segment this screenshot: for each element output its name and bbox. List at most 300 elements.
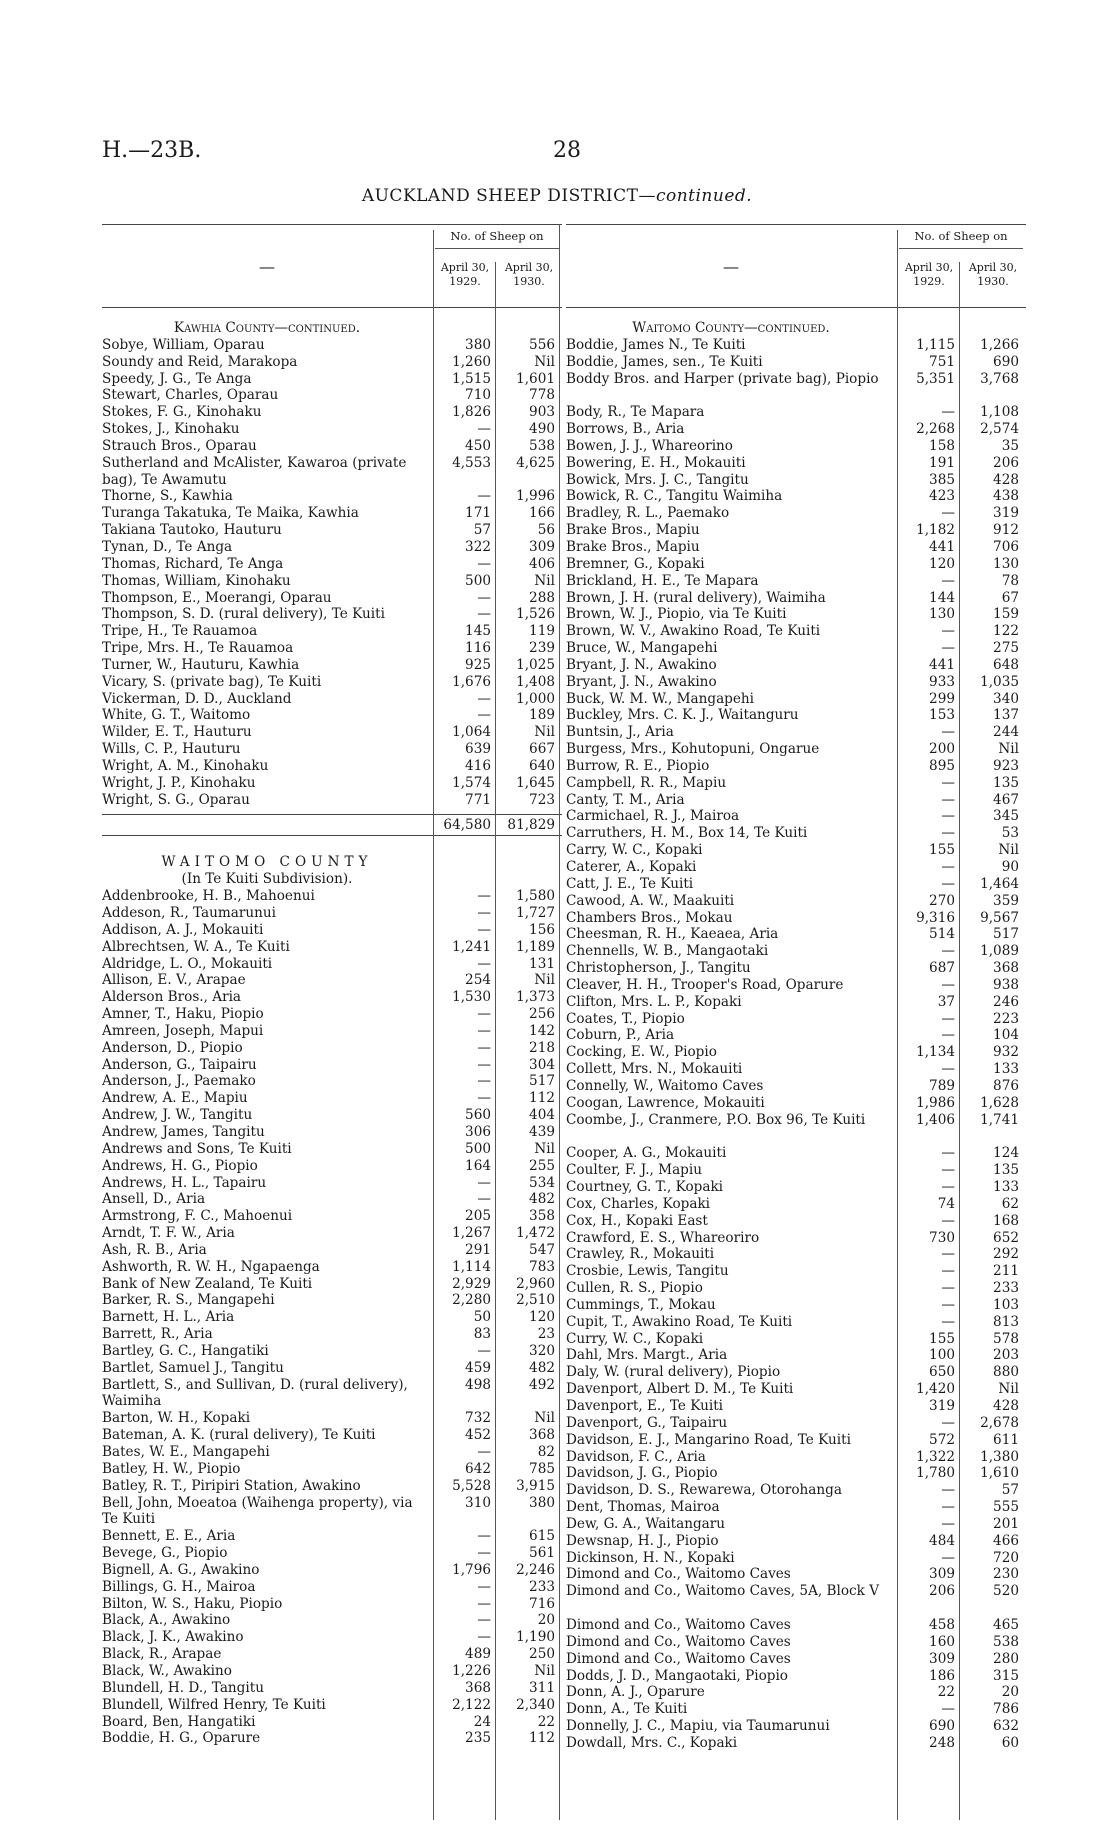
holder-name: Cooper, A. G., Mokauiti — [566, 1145, 727, 1162]
sheep-1930: 368 — [993, 960, 1019, 977]
sheep-1930: 1,025 — [516, 656, 555, 673]
table-row — [102, 573, 562, 590]
holder-name: Bruce, W., Mangapehi — [566, 640, 718, 657]
sheep-1929: — — [941, 808, 955, 825]
holder-name: Addenbrooke, H. B., Mahoenui — [102, 888, 315, 905]
sheep-1929: 459 — [465, 1359, 491, 1376]
holder-name: Bevege, G., Piopio — [102, 1545, 228, 1562]
sheep-count-group-header: No. of Sheep on — [435, 229, 559, 249]
holder-name: Black, W., Awakino — [102, 1662, 232, 1679]
sheep-1929: 186 — [929, 1667, 955, 1684]
sheep-1930: 1,000 — [516, 690, 555, 707]
table-row — [566, 522, 1026, 539]
sheep-1930: 1,472 — [516, 1225, 555, 1242]
holder-name: Boddy Bros. and Harper (private bag), Piopio — [566, 370, 879, 387]
sheep-1930: 82 — [537, 1444, 555, 1460]
sheep-1929: — — [941, 1179, 955, 1196]
table-row — [566, 371, 1026, 405]
sheep-1929: 120 — [929, 555, 955, 572]
spacer — [102, 840, 562, 854]
col-1929-header: April 30, 1929. — [440, 261, 490, 288]
table-row — [566, 1449, 1026, 1466]
holder-name: Arndt, T. F. W., Aria — [102, 1225, 235, 1242]
holder-name: Cheesman, R. H., Kaeaea, Aria — [566, 926, 779, 943]
holder-name: Turner, W., Hauturu, Kawhia — [102, 656, 300, 673]
sheep-1929: — — [477, 1006, 491, 1023]
sheep-1929: — — [477, 421, 491, 438]
table-row — [102, 758, 562, 775]
holder-name: Donn, A. J., Oparure — [566, 1684, 705, 1701]
holder-name: Alderson Bros., Aria — [102, 989, 242, 1006]
holder-name: Thompson, S. D. (rural delivery), Te Kuiti — [102, 606, 385, 623]
sheep-1929: — — [477, 1545, 491, 1562]
sheep-1929: — — [941, 1061, 955, 1078]
holder-name: Bowick, R. C., Tangitu Waimiha — [566, 488, 783, 505]
table-row — [102, 1023, 562, 1040]
table-row — [566, 556, 1026, 573]
sheep-1929: 206 — [929, 1583, 955, 1600]
sheep-1930: 20 — [537, 1612, 555, 1629]
table-row — [566, 1280, 1026, 1297]
sheep-1929: — — [477, 1528, 491, 1545]
sheep-1930: 233 — [529, 1578, 555, 1595]
holder-name: Anderson, D., Piopio — [102, 1039, 243, 1056]
holder-name: Dimond and Co., Waitomo Caves — [566, 1616, 791, 1633]
table-row — [566, 893, 1026, 910]
table-row — [102, 1629, 562, 1646]
holder-name: Wills, C. P., Hauturu — [102, 741, 241, 758]
section-heading — [566, 320, 1026, 337]
holder-name: Bowering, E. H., Mokauiti — [566, 454, 746, 471]
table-row — [566, 1617, 1026, 1634]
holder-name: Brown, W. J., Piopio, via Te Kuiti — [566, 606, 787, 623]
table-row — [102, 1292, 562, 1309]
sheep-1929: 732 — [465, 1410, 491, 1427]
sheep-1929: 306 — [465, 1123, 491, 1140]
sheep-1930: 555 — [993, 1499, 1019, 1516]
holder-name: Brake Bros., Mapiu — [566, 538, 700, 555]
sheep-1930: 20 — [1001, 1684, 1019, 1701]
table-row — [102, 1545, 562, 1562]
table-row — [102, 1714, 562, 1731]
table-row — [566, 994, 1026, 1011]
holder-name: Connelly, W., Waitomo Caves — [566, 1077, 764, 1094]
sheep-1930: 1,035 — [980, 673, 1019, 690]
holder-name: Andrew, James, Tangitu — [102, 1123, 265, 1140]
holder-name: Collett, Mrs. N., Mokauiti — [566, 1061, 743, 1078]
holder-name: Campbell, R. R., Mapiu — [566, 774, 727, 791]
holder-name: Barton, W. H., Kopaki — [102, 1410, 251, 1427]
sheep-1930: 517 — [529, 1073, 555, 1090]
table-row — [566, 1347, 1026, 1364]
sheep-1929: 933 — [929, 673, 955, 690]
table-row — [566, 674, 1026, 691]
table-row — [566, 640, 1026, 657]
table-row — [566, 573, 1026, 590]
table-row — [566, 455, 1026, 472]
sheep-1930: 22 — [537, 1713, 555, 1730]
page-number: 28 — [553, 138, 581, 163]
sheep-1929: 74 — [937, 1195, 955, 1212]
holder-name: Bennett, E. E., Aria — [102, 1528, 236, 1545]
sheep-1930: 359 — [993, 892, 1019, 909]
holder-name: Bryant, J. N., Awakino — [566, 656, 717, 673]
sheep-1929: 2,122 — [452, 1696, 491, 1713]
table-row — [566, 876, 1026, 893]
holder-name: Vickerman, D. D., Auckland — [102, 690, 292, 707]
table-row — [566, 859, 1026, 876]
table-row — [566, 1432, 1026, 1449]
holder-name: Batley, H. W., Piopio — [102, 1460, 241, 1477]
table-row — [102, 1259, 562, 1276]
sheep-1929: 1,115 — [916, 336, 955, 353]
sheep-1930: 492 — [529, 1376, 555, 1393]
sheep-1930: 652 — [993, 1229, 1019, 1246]
sheep-1929: — — [941, 859, 955, 875]
sheep-1929: — — [941, 1263, 955, 1280]
column-rule — [433, 230, 434, 1820]
sheep-1930: 309 — [529, 538, 555, 555]
sheep-1930: 876 — [993, 1077, 1019, 1094]
sheep-1930: 1,996 — [516, 488, 555, 505]
sheep-1930: 124 — [993, 1145, 1019, 1162]
holder-name: Courtney, G. T., Kopaki — [566, 1179, 724, 1196]
holder-name: Chennells, W. B., Mangaotaki — [566, 943, 769, 960]
sheep-1929: 560 — [465, 1107, 491, 1124]
holder-name: Ansell, D., Aria — [102, 1191, 206, 1208]
sheep-1930: 465 — [993, 1616, 1019, 1633]
sheep-1929: — — [941, 1010, 955, 1027]
table-row — [566, 977, 1026, 994]
holder-name: Stokes, J., Kinohaku — [102, 421, 240, 438]
holder-name: Black, A., Awakino — [102, 1612, 231, 1629]
table-row — [102, 775, 562, 792]
sheep-1929: 130 — [929, 606, 955, 623]
sheep-1930: 104 — [993, 1027, 1019, 1044]
sheep-1929: 155 — [929, 842, 955, 859]
sheep-1929: — — [941, 976, 955, 993]
sheep-1929: 1,260 — [452, 353, 491, 370]
sheep-1930: 112 — [529, 1090, 555, 1107]
table-row — [102, 1730, 562, 1747]
sheep-1929: — — [477, 1191, 491, 1208]
sheep-1929: 500 — [465, 1140, 491, 1157]
sheep-1929: 1,676 — [452, 673, 491, 690]
holder-name: Ash, R. B., Aria — [102, 1241, 207, 1258]
sheep-1930: 1,601 — [516, 370, 555, 387]
table-row — [566, 1499, 1026, 1516]
sheep-1929: — — [477, 1174, 491, 1191]
sheep-1930: 223 — [993, 1010, 1019, 1027]
table-row — [566, 1364, 1026, 1381]
holder-name: Dew, G. A., Waitangaru — [566, 1515, 726, 1532]
table-row — [102, 1006, 562, 1023]
table-row — [566, 337, 1026, 354]
holder-name: Coulter, F. J., Mapiu — [566, 1162, 702, 1179]
sheep-1929: 5,351 — [916, 370, 955, 387]
table-row — [566, 741, 1026, 758]
table-row — [102, 539, 562, 556]
table-row — [566, 724, 1026, 741]
sheep-1930: 2,340 — [516, 1696, 555, 1713]
holder-name: Amreen, Joseph, Mapui — [102, 1022, 264, 1039]
table-row — [102, 1124, 562, 1141]
sheep-1929: — — [941, 1701, 955, 1718]
table-row — [102, 1478, 562, 1495]
sheep-1929: — — [477, 1022, 491, 1039]
sheep-1929: 5,528 — [452, 1477, 491, 1494]
table-row — [566, 590, 1026, 607]
sheep-1929: 450 — [465, 437, 491, 454]
holder-name: Cawood, A. W., Maakuiti — [566, 892, 735, 909]
sheep-1929: 319 — [929, 1398, 955, 1414]
table-row — [566, 657, 1026, 674]
sheep-1930: 490 — [529, 421, 555, 438]
sheep-1929: 452 — [465, 1427, 491, 1444]
sheep-1929: 2,280 — [452, 1292, 491, 1309]
table-row — [102, 337, 562, 354]
table-row — [102, 455, 562, 489]
holder-name: Aldridge, L. O., Mokauiti — [102, 955, 273, 972]
sheep-1930: 239 — [529, 640, 555, 657]
holder-name: Cullen, R. S., Piopio — [566, 1280, 703, 1297]
sheep-1930: 156 — [529, 921, 555, 938]
sheep-1929: — — [941, 1280, 955, 1297]
sheep-1929: 1,826 — [452, 404, 491, 421]
holder-name: Cocking, E. W., Piopio — [566, 1044, 717, 1061]
sheep-1929: — — [941, 1482, 955, 1499]
table-row — [102, 1663, 562, 1680]
sheep-1930: 578 — [993, 1330, 1019, 1347]
sheep-1930: 246 — [993, 993, 1019, 1010]
table-row — [102, 1242, 562, 1259]
sheep-1930: 1,741 — [980, 1111, 1019, 1128]
sheep-1929: — — [941, 1145, 955, 1162]
sheep-1929: 160 — [929, 1633, 955, 1650]
sheep-1930: 903 — [529, 404, 555, 421]
holder-name: Dent, Thomas, Mairoa — [566, 1499, 720, 1516]
table-row — [102, 1090, 562, 1107]
sheep-1930: 2,960 — [516, 1275, 555, 1292]
table-row — [566, 926, 1026, 943]
table-row — [566, 1297, 1026, 1314]
sheep-1930: Nil — [998, 741, 1019, 758]
table-row — [566, 1583, 1026, 1617]
sheep-1930: 1,580 — [516, 888, 555, 905]
sheep-1929: — — [941, 1296, 955, 1313]
holder-name: Buckley, Mrs. C. K. J., Waitanguru — [566, 707, 799, 724]
holder-name: Blundell, H. D., Tangitu — [102, 1679, 264, 1696]
holder-name: Buntsin, J., Aria — [566, 724, 674, 741]
sheep-1930: 1,526 — [516, 606, 555, 623]
table-row — [102, 1343, 562, 1360]
holder-name: Andrew, J. W., Tangitu — [102, 1107, 253, 1124]
holder-name: Addison, A. J., Mokauiti — [102, 921, 264, 938]
sheep-1930: 923 — [993, 757, 1019, 774]
holder-name: Cleaver, H. H., Trooper's Road, Oparure — [566, 976, 844, 993]
sheep-1930: 133 — [993, 1061, 1019, 1078]
sheep-1930: 723 — [529, 791, 555, 808]
sheep-1930: 380 — [529, 1494, 555, 1511]
sheep-1929: — — [941, 1212, 955, 1229]
holder-name: Andrew, A. E., Mapiu — [102, 1090, 248, 1107]
table-row — [566, 1078, 1026, 1095]
sheep-1929: — — [477, 1595, 491, 1612]
sheep-1930: 667 — [529, 741, 555, 758]
sheep-1929: 925 — [465, 656, 491, 673]
holder-name: Cummings, T., Mokau — [566, 1296, 716, 1313]
table-row — [566, 539, 1026, 556]
sheep-1930: 517 — [993, 926, 1019, 943]
table-row — [566, 707, 1026, 724]
sheep-1929: 1,182 — [916, 522, 955, 539]
sheep-1929: 484 — [929, 1532, 955, 1549]
holder-name: Wilder, E. T., Hauturu — [102, 724, 252, 741]
holder-name: Donnelly, J. C., Mapiu, via Taumarunui — [566, 1718, 830, 1735]
holder-name: Coburn, P., Aria — [566, 1027, 675, 1044]
holder-name: Sobye, William, Oparau — [102, 336, 265, 353]
sheep-1929: 200 — [929, 741, 955, 758]
column-rule — [559, 224, 560, 1820]
table-row — [566, 438, 1026, 455]
table-row — [102, 657, 562, 674]
table-row — [566, 472, 1026, 489]
page-title-main: AUCKLAND SHEEP DISTRICT— — [361, 186, 656, 206]
sheep-1930: 1,645 — [516, 774, 555, 791]
holder-name: Bignell, A. G., Awakino — [102, 1561, 260, 1578]
sheep-1930: 166 — [529, 505, 555, 522]
table-row — [102, 707, 562, 724]
table-row — [102, 623, 562, 640]
sheep-1930: 203 — [993, 1347, 1019, 1364]
sheep-1929: 100 — [929, 1347, 955, 1364]
holder-name: Borrows, B., Aria — [566, 421, 685, 438]
holder-name: Caterer, A., Kopaki — [566, 859, 697, 875]
column-rule — [897, 230, 898, 1820]
table-row — [102, 590, 562, 607]
holder-name: Bank of New Zealand, Te Kuiti — [102, 1275, 313, 1292]
table-row — [102, 354, 562, 371]
sheep-1929: 1,241 — [452, 938, 491, 955]
sheep-1929: 24 — [473, 1713, 491, 1730]
holder-name: Barrett, R., Aria — [102, 1326, 213, 1343]
holder-name: White, G. T., Waitomo — [102, 707, 251, 724]
sheep-1930: 4,625 — [516, 454, 555, 471]
sheep-1929: — — [941, 1027, 955, 1044]
sheep-1930: 218 — [529, 1039, 555, 1056]
sheep-1929: 83 — [473, 1326, 491, 1343]
table-row — [102, 1040, 562, 1057]
sheep-1929: 22 — [937, 1684, 955, 1701]
sheep-1930: 428 — [993, 471, 1019, 488]
sheep-1929: 416 — [465, 757, 491, 774]
sheep-1929: — — [477, 589, 491, 606]
sheep-1930: 690 — [993, 353, 1019, 370]
table-row — [566, 1465, 1026, 1482]
table-row — [102, 505, 562, 522]
table-row — [566, 1145, 1026, 1162]
sheep-1929: 1,226 — [452, 1662, 491, 1679]
table-row — [566, 505, 1026, 522]
holder-name: Daly, W. (rural delivery), Piopio — [566, 1364, 781, 1381]
sheep-1930: 716 — [529, 1595, 555, 1612]
holder-name: Carmichael, R. J., Mairoa — [566, 808, 740, 825]
table-row — [566, 421, 1026, 438]
sheep-1930: 280 — [993, 1650, 1019, 1667]
holder-name: Bartlet, Samuel J., Tangitu — [102, 1359, 284, 1376]
sheep-1930: 133 — [993, 1179, 1019, 1196]
sheep-1929: — — [477, 955, 491, 972]
sheep-1929: 309 — [929, 1650, 955, 1667]
sheep-1929: 158 — [929, 437, 955, 454]
holder-name: Coogan, Lawrence, Mokauiti — [566, 1094, 765, 1111]
holder-name: Anderson, J., Paemako — [102, 1073, 256, 1090]
table-row — [566, 1162, 1026, 1179]
sheep-1930: 932 — [993, 1044, 1019, 1061]
sheep-1929: 572 — [929, 1431, 955, 1448]
table-row — [566, 792, 1026, 809]
sheep-1930: 556 — [529, 336, 555, 353]
sheep-1930: 428 — [993, 1398, 1019, 1414]
table-row — [566, 808, 1026, 825]
table-row — [566, 1230, 1026, 1247]
table-row — [566, 404, 1026, 421]
sheep-1930: 466 — [993, 1532, 1019, 1549]
sheep-1929: 380 — [465, 336, 491, 353]
sheep-1930: Nil — [534, 1662, 555, 1679]
holder-name: Buck, W. M. W., Mangapehi — [566, 690, 755, 707]
holder-name: Board, Ben, Hangatiki — [102, 1713, 256, 1730]
holder-name: Kawhia County—continued. — [173, 320, 361, 336]
table-row — [566, 1415, 1026, 1432]
holder-name: Stokes, F. G., Kinohaku — [102, 404, 262, 421]
sheep-1930: 135 — [993, 774, 1019, 791]
sheep-1929: 1,530 — [452, 989, 491, 1006]
sheep-1929: 385 — [929, 471, 955, 488]
holder-name: Batley, R. T., Piripiri Station, Awakino — [102, 1477, 361, 1494]
table-row — [566, 1550, 1026, 1567]
sheep-1930: 1,610 — [980, 1465, 1019, 1482]
page-title-suffix: continued. — [655, 186, 753, 206]
sheep-1929: 687 — [929, 960, 955, 977]
sheep-1930: 130 — [993, 555, 1019, 572]
sheep-1930: 3,915 — [516, 1477, 555, 1494]
table-row — [566, 1112, 1026, 1146]
sheep-1930: 67 — [1001, 589, 1019, 606]
sheep-1930: 640 — [529, 757, 555, 774]
sheep-1930: 230 — [993, 1566, 1019, 1583]
table-row — [102, 556, 562, 573]
holder-name: Strauch Bros., Oparau — [102, 437, 257, 454]
sheep-1929: — — [477, 1056, 491, 1073]
col-1929-header: April 30, 1929. — [904, 261, 954, 288]
holder-name: Armstrong, F. C., Mahoenui — [102, 1208, 293, 1225]
sheep-1929: — — [941, 724, 955, 741]
sheep-1930: 311 — [529, 1679, 555, 1696]
holder-name: Clifton, Mrs. L. P., Kopaki — [566, 993, 742, 1010]
sheep-1930: 35 — [1001, 437, 1019, 454]
sheep-1929: 299 — [929, 690, 955, 707]
sheep-1929: — — [941, 1499, 955, 1516]
table-row — [566, 1331, 1026, 1348]
holder-name: Davidson, J. G., Piopio — [566, 1465, 718, 1482]
sheep-1930: 340 — [993, 690, 1019, 707]
sheep-1929: 64,580 — [443, 817, 491, 834]
sheep-1929: 1,796 — [452, 1561, 491, 1578]
sheep-1930: 880 — [993, 1364, 1019, 1381]
sheep-1930: 112 — [529, 1730, 555, 1747]
sheep-1930: 23 — [537, 1326, 555, 1343]
